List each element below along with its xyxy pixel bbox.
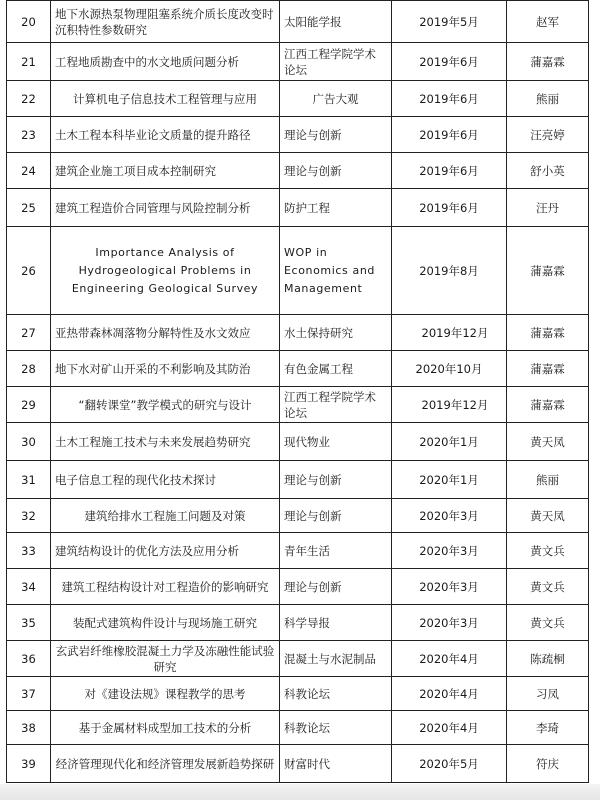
- table-row: [7, 1, 589, 43]
- author-name: 舒小英: [507, 153, 589, 189]
- row-number: 39: [7, 745, 51, 783]
- row-number: 30: [7, 423, 51, 461]
- table-row: [7, 351, 589, 387]
- paper-title: 基于金属材料成型加工技术的分析: [51, 711, 280, 745]
- table-row: [7, 117, 589, 153]
- row-number: 22: [7, 81, 51, 117]
- journal-name: 江西工程学院学术论坛: [280, 43, 392, 81]
- journal-name: 科教论坛: [280, 677, 392, 711]
- row-number: 20: [7, 1, 51, 43]
- publish-date: 2020年10月: [392, 351, 507, 387]
- author-name: 黄文兵: [507, 533, 589, 569]
- journal-name: WOP in Economics and Management: [280, 227, 392, 315]
- author-name: 熊丽: [507, 81, 589, 117]
- paper-title: 建筑企业施工项目成本控制研究: [51, 153, 280, 189]
- row-number: 38: [7, 711, 51, 745]
- publish-date: 2019年12月: [392, 387, 507, 423]
- author-name: 熊丽: [507, 461, 589, 499]
- journal-name: 太阳能学报: [280, 1, 392, 43]
- publish-date: 2019年8月: [392, 227, 507, 315]
- paper-title: “翻转课堂”教学模式的研究与设计: [51, 387, 280, 423]
- row-number: 28: [7, 351, 51, 387]
- paper-title: Importance Analysis of Hydrogeological Problems in Engineering Geological Survey: [51, 227, 280, 315]
- author-name: 习凤: [507, 677, 589, 711]
- paper-title: 计算机电子信息技术工程管理与应用: [51, 81, 280, 117]
- row-number: 31: [7, 461, 51, 499]
- row-number: 36: [7, 641, 51, 677]
- table-row: [7, 189, 589, 227]
- publish-date: 2020年1月: [392, 461, 507, 499]
- author-name: 黄天凤: [507, 423, 589, 461]
- publish-date: 2020年4月: [392, 711, 507, 745]
- paper-title: 土木工程本科毕业论文质量的提升路径: [51, 117, 280, 153]
- author-name: 黄文兵: [507, 605, 589, 641]
- author-name: 黄文兵: [507, 569, 589, 605]
- row-number: 24: [7, 153, 51, 189]
- table-row: [7, 711, 589, 745]
- journal-name: 理论与创新: [280, 153, 392, 189]
- publish-date: 2020年3月: [392, 499, 507, 533]
- table-row: [7, 43, 589, 81]
- paper-title: 经济管理现代化和经济管理发展新趋势探研: [51, 745, 280, 783]
- row-number: 35: [7, 605, 51, 641]
- publish-date: 2020年5月: [392, 745, 507, 783]
- paper-title: 建筑工程结构设计对工程造价的影响研究: [51, 569, 280, 605]
- row-number: 21: [7, 43, 51, 81]
- journal-name: 财富时代: [280, 745, 392, 783]
- journal-name: 广告大观: [280, 81, 392, 117]
- author-name: 赵军: [507, 1, 589, 43]
- journal-name: 理论与创新: [280, 499, 392, 533]
- table-row: [7, 641, 589, 677]
- author-name: 汪丹: [507, 189, 589, 227]
- publish-date: 2019年6月: [392, 153, 507, 189]
- table-row: [7, 387, 589, 423]
- paper-title: 亚热带森林凋落物分解特性及水文效应: [51, 315, 280, 351]
- journal-name: 水土保持研究: [280, 315, 392, 351]
- publish-date: 2019年12月: [392, 315, 507, 351]
- paper-title: 建筑工程造价合同管理与风险控制分析: [51, 189, 280, 227]
- table-row: [7, 81, 589, 117]
- table-row: [7, 423, 589, 461]
- table-row: [7, 315, 589, 351]
- table-row: [7, 227, 589, 315]
- author-name: 黄天凤: [507, 499, 589, 533]
- author-name: 符庆: [507, 745, 589, 783]
- row-number: 32: [7, 499, 51, 533]
- paper-title: 土木工程施工技术与未来发展趋势研究: [51, 423, 280, 461]
- paper-title: 地下水对矿山开采的不利影响及其防治: [51, 351, 280, 387]
- row-number: 26: [7, 227, 51, 315]
- table-row: [7, 461, 589, 499]
- paper-title: 地下水源热泵物理阻塞系统介质长度改变时沉积特性参数研究: [51, 1, 280, 43]
- table-row: [7, 677, 589, 711]
- table-row: [7, 605, 589, 641]
- row-number: 29: [7, 387, 51, 423]
- publish-date: 2020年3月: [392, 533, 507, 569]
- table-row: [7, 745, 589, 783]
- publish-date: 2019年6月: [392, 43, 507, 81]
- journal-name: 理论与创新: [280, 461, 392, 499]
- journal-name: 理论与创新: [280, 569, 392, 605]
- paper-title: 建筑结构设计的优化方法及应用分析: [51, 533, 280, 569]
- journal-name: 有色金属工程: [280, 351, 392, 387]
- publish-date: 2019年5月: [392, 1, 507, 43]
- row-number: 25: [7, 189, 51, 227]
- publish-date: 2020年3月: [392, 569, 507, 605]
- journal-name: 现代物业: [280, 423, 392, 461]
- row-number: 27: [7, 315, 51, 351]
- paper-title: 工程地质勘查中的水文地质问题分析: [51, 43, 280, 81]
- journal-name: 防护工程: [280, 189, 392, 227]
- journal-name: 江西工程学院学术论坛: [280, 387, 392, 423]
- author-name: 蒲嘉霖: [507, 43, 589, 81]
- publish-date: 2020年4月: [392, 641, 507, 677]
- table-row: [7, 153, 589, 189]
- author-name: 汪亮婷: [507, 117, 589, 153]
- table-row: [7, 569, 589, 605]
- paper-title: 电子信息工程的现代化技术探讨: [51, 461, 280, 499]
- author-name: 蒲嘉霖: [507, 227, 589, 315]
- publish-date: 2019年6月: [392, 81, 507, 117]
- author-name: 蒲嘉霖: [507, 351, 589, 387]
- paper-title: 装配式建筑构件设计与现场施工研究: [51, 605, 280, 641]
- paper-title: 建筑给排水工程施工问题及对策: [51, 499, 280, 533]
- row-number: 23: [7, 117, 51, 153]
- author-name: 蒲嘉霖: [507, 387, 589, 423]
- row-number: 34: [7, 569, 51, 605]
- table-row: [7, 533, 589, 569]
- paper-title: 对《建设法规》课程教学的思考: [51, 677, 280, 711]
- journal-name: 理论与创新: [280, 117, 392, 153]
- publish-date: 2020年1月: [392, 423, 507, 461]
- publication-table: [6, 0, 589, 783]
- author-name: 蒲嘉霖: [507, 315, 589, 351]
- journal-name: 青年生活: [280, 533, 392, 569]
- journal-name: 科教论坛: [280, 711, 392, 745]
- publish-date: 2020年4月: [392, 677, 507, 711]
- row-number: 37: [7, 677, 51, 711]
- author-name: 陈疏桐: [507, 641, 589, 677]
- journal-name: 混凝土与水泥制品: [280, 641, 392, 677]
- author-name: 李琦: [507, 711, 589, 745]
- row-number: 33: [7, 533, 51, 569]
- paper-title: 玄武岩纤维橡胶混凝土力学及冻融性能试验研究: [51, 641, 280, 677]
- table-row: [7, 499, 589, 533]
- publish-date: 2019年6月: [392, 117, 507, 153]
- page-bottom-edge: [0, 784, 600, 800]
- journal-name: 科学导报: [280, 605, 392, 641]
- publish-date: 2020年3月: [392, 605, 507, 641]
- publish-date: 2019年6月: [392, 189, 507, 227]
